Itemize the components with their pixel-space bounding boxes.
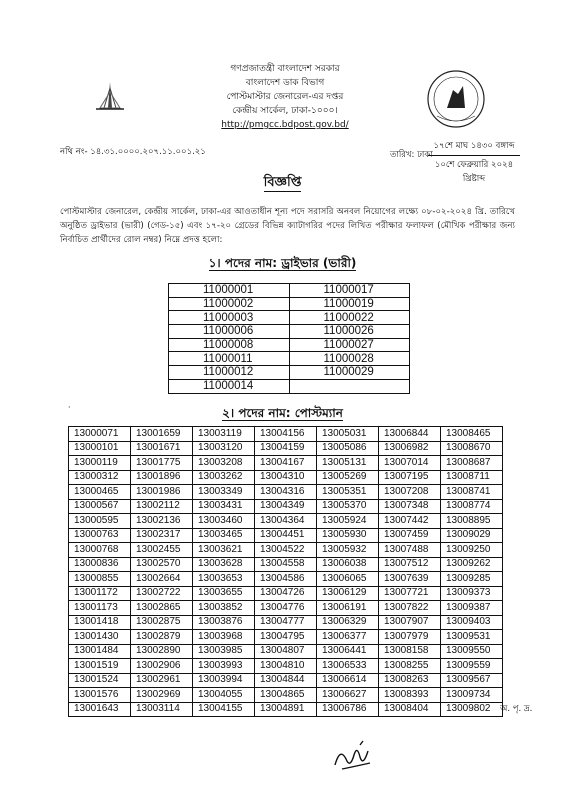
roll-number-cell: 13000763 [69,528,131,543]
roll-number-cell: 13004159 [255,441,317,456]
roll-number-cell: 13003460 [193,514,255,529]
roll-number-cell: 11000014 [169,379,290,393]
date-label: তারিখ: ঢাকা [390,150,433,160]
table-row [69,470,503,485]
roll-number-cell: 13002879 [131,630,193,645]
roll-number-cell: 11000028 [289,352,410,366]
roll-number-cell: 13004844 [255,673,317,688]
table-row [169,325,410,339]
roll-number-cell: 13004364 [255,514,317,529]
office-header [200,62,370,132]
roll-number-cell: 13003431 [193,499,255,514]
roll-number-cell: 13001643 [69,702,131,717]
roll-number-cell: 13001659 [131,427,193,442]
roll-number-cell: 13000119 [69,456,131,471]
roll-number-cell: 13009262 [441,557,503,572]
roll-number-cell: 13007488 [379,543,441,558]
roll-number-cell: 13006627 [317,688,379,703]
roll-number-cell: 11000012 [169,366,290,380]
roll-number-cell: 13001671 [131,441,193,456]
roll-number-cell: 13006614 [317,673,379,688]
table-row [69,441,503,456]
memo-number: নথি নং- ১৪.৩১.০০০০.২০৭.১১.০০১.২১ [60,147,206,157]
roll-number-cell: 13004586 [255,572,317,587]
roll-number-cell: 13000836 [69,557,131,572]
roll-number-cell: 13007459 [379,528,441,543]
roll-number-cell: 13009550 [441,644,503,659]
roll-number-cell: 13007639 [379,572,441,587]
roll-number-cell: 13003985 [193,644,255,659]
roll-number-cell: 13004522 [255,543,317,558]
roll-number-cell: 13005086 [317,441,379,456]
roll-number-cell: 13006533 [317,659,379,674]
roll-number-cell: 13002875 [131,615,193,630]
roll-number-cell: 11000001 [169,284,290,298]
table-row [169,297,410,311]
roll-number-cell: 13002664 [131,572,193,587]
roll-number-cell: 13001418 [69,615,131,630]
table-row [169,352,410,366]
header-website-link[interactable]: http://pmgcc.bdpost.gov.bd/ [221,120,349,130]
table-row [69,586,503,601]
roll-number-cell: 13004167 [255,456,317,471]
table-row [69,557,503,572]
post1-heading [0,255,565,275]
roll-number-cell: 13006377 [317,630,379,645]
roll-number-cell: 13007348 [379,499,441,514]
roll-number-cell: 13004349 [255,499,317,514]
roll-number-cell: 13009531 [441,630,503,645]
roll-number-cell: 11000027 [289,338,410,352]
roll-number-cell: 13007442 [379,514,441,529]
roll-number-cell: 13000071 [69,427,131,442]
roll-number-cell: 13000312 [69,470,131,485]
roll-number-cell: 13002722 [131,586,193,601]
post2-title: ২। পদের নাম: পোস্টম্যান [222,406,343,420]
roll-number-cell: 13004776 [255,601,317,616]
roll-number-cell: 13005370 [317,499,379,514]
roll-number-cell: 13009802 [441,702,503,717]
notice-title [0,173,565,194]
roll-number-cell: 13009285 [441,572,503,587]
table-row [69,673,503,688]
roll-number-cell: 13004726 [255,586,317,601]
roll-number-cell: 13004316 [255,485,317,500]
roll-number-cell: 13003993 [193,659,255,674]
roll-number-cell: 13003653 [193,572,255,587]
roll-number-cell: 13002455 [131,543,193,558]
roll-number-cell: 11000011 [169,352,290,366]
table-row [69,630,503,645]
roll-number-cell: 13005269 [317,470,379,485]
roll-number-cell: 13008465 [441,427,503,442]
roll-number-cell: 13007907 [379,615,441,630]
roll-number-cell: 13003994 [193,673,255,688]
roll-number-cell: 13002570 [131,557,193,572]
roll-number-cell: 13005131 [317,456,379,471]
table-row [69,456,503,471]
table-row [69,601,503,616]
header-line-1: গণপ্রজাতন্ত্রী বাংলাদেশ সরকার [230,64,340,74]
roll-number-cell: 13003120 [193,441,255,456]
roll-number-cell: 13004558 [255,557,317,572]
roll-number-cell: 13004156 [255,427,317,442]
date-divider [428,155,520,156]
margin-mark: · [68,403,71,412]
table-row [169,338,410,352]
roll-number-cell: 13001775 [131,456,193,471]
roll-number-cell: 13000768 [69,543,131,558]
roll-number-cell: 11000008 [169,338,290,352]
roll-number-cell: 13000101 [69,441,131,456]
driver-roll-table [168,283,410,394]
roll-number-cell: 13004865 [255,688,317,703]
roll-number-cell: 13007822 [379,601,441,616]
roll-number-cell: 13005932 [317,543,379,558]
roll-number-cell: 13008741 [441,485,503,500]
roll-number-cell: 13004451 [255,528,317,543]
roll-number-cell: 13009250 [441,543,503,558]
roll-number-cell: 11000026 [289,325,410,339]
roll-number-cell: 13003349 [193,485,255,500]
roll-number-cell: 13007195 [379,470,441,485]
roll-number-cell: 13008895 [441,514,503,529]
roll-number-cell: 13002906 [131,659,193,674]
roll-number-cell: 13003655 [193,586,255,601]
roll-number-cell: 13002317 [131,528,193,543]
roll-number-cell: 13001173 [69,601,131,616]
roll-number-cell: 13004155 [193,702,255,717]
roll-number-cell: 13002890 [131,644,193,659]
table-row [169,366,410,380]
roll-number-cell: 13008711 [441,470,503,485]
roll-number-cell: 13005924 [317,514,379,529]
roll-number-cell: 13002969 [131,688,193,703]
notice-paragraph: পোস্টমাস্টার জেনারেল, কেন্দ্রীয় সার্কেল, ঢাকা-এর আওতাধীন শূন্য পদে সরাসরি অনবল নিয়োগের লক্ষ্যে ০৮-০২-২০২৪ খ্রি. তারিখে অনুষ্ঠিত ড্রাইভার (ভারী) (গেড-১৫) এবং ১৭-২০ গ্রেডের বিভিন্ন ক্যাটাগরির পদের লিখিত পরীক্ষার ফলাফল (মৌখিক পরীক্ষার জন্য নির্বাচিত প্রার্থীদের রোল নম্বর) নিম্নে প্রদত্ত হলো: [60,207,515,245]
roll-number-cell: 13004807 [255,644,317,659]
roll-number-cell: 13001172 [69,586,131,601]
roll-number-cell: 11000002 [169,297,290,311]
roll-number-cell: 13004810 [255,659,317,674]
national-monument-icon [92,78,128,114]
table-row [69,688,503,703]
roll-number-cell: 13004777 [255,615,317,630]
date-bangla: ১৭শে মাঘ ১৪৩০ বঙ্গাব্দ [433,141,515,151]
roll-number-cell: 13009387 [441,601,503,616]
roll-number-cell: 13006786 [317,702,379,717]
roll-number-cell: 13009559 [441,659,503,674]
table-row [69,528,503,543]
roll-number-cell: 13008687 [441,456,503,471]
roll-number-cell: 13004055 [193,688,255,703]
roll-number-cell: 11000019 [289,297,410,311]
roll-number-cell: 13003852 [193,601,255,616]
header-line-3: পোস্টমাস্টার জেনারেল-এর দপ্তর [226,92,344,102]
roll-number-cell: 13008670 [441,441,503,456]
roll-number-cell: 13003876 [193,615,255,630]
table-row [169,311,410,325]
roll-number-cell: 13005930 [317,528,379,543]
roll-number-cell: 13001576 [69,688,131,703]
table-row [169,379,410,393]
roll-number-cell: 13001986 [131,485,193,500]
roll-number-cell: 13004891 [255,702,317,717]
roll-number-cell: 13007721 [379,586,441,601]
roll-number-cell: 13009403 [441,615,503,630]
postal-emblem-icon [425,68,487,130]
roll-number-cell: 13007208 [379,485,441,500]
postman-roll-table [68,426,503,717]
roll-number-cell: 13007512 [379,557,441,572]
roll-number-cell: 13007979 [379,630,441,645]
table-row [69,644,503,659]
continued-note: অ. পৃ. দ্র. [500,704,533,714]
roll-number-cell: 13002961 [131,673,193,688]
roll-number-cell: 13006191 [317,601,379,616]
roll-number-cell: 13003465 [193,528,255,543]
roll-number-cell: 13001519 [69,659,131,674]
roll-number-cell: 13003119 [193,427,255,442]
roll-number-cell: 11000006 [169,325,290,339]
roll-number-cell: 11000017 [289,284,410,298]
table-row [69,615,503,630]
roll-number-cell: 13006129 [317,586,379,601]
roll-number-cell: 13003208 [193,456,255,471]
roll-number-cell: 11000003 [169,311,290,325]
roll-number-cell: 13006065 [317,572,379,587]
roll-number-cell: 13009373 [441,586,503,601]
roll-number-cell [289,379,410,393]
roll-number-cell: 13008263 [379,673,441,688]
date-english: ১০শে ফেব্রুয়ারি ২০২৪ খ্রিষ্টাব্দ [434,160,514,184]
roll-number-cell: 13003114 [131,702,193,717]
roll-number-cell: 13006844 [379,427,441,442]
table-row [69,514,503,529]
roll-number-cell: 13004310 [255,470,317,485]
signature-icon [330,737,375,777]
roll-number-cell: 13000855 [69,572,131,587]
table-row [69,543,503,558]
post2-heading [0,405,565,425]
roll-number-cell: 13001430 [69,630,131,645]
roll-number-cell: 13004795 [255,630,317,645]
roll-number-cell: 13003621 [193,543,255,558]
roll-number-cell: 13002112 [131,499,193,514]
roll-number-cell: 13001896 [131,470,193,485]
header-line-2: বাংলাদেশ ডাক বিভাগ [245,78,325,88]
roll-number-cell: 11000022 [289,311,410,325]
roll-number-cell: 13009029 [441,528,503,543]
table-row [69,572,503,587]
roll-number-cell: 13008255 [379,659,441,674]
table-row [69,659,503,674]
notice-title-text: বিজ্ঞপ্তি [263,175,302,190]
roll-number-cell: 13009567 [441,673,503,688]
roll-number-cell: 13008774 [441,499,503,514]
roll-number-cell: 13008404 [379,702,441,717]
table-row [69,427,503,442]
roll-number-cell: 13008393 [379,688,441,703]
table-row [169,284,410,298]
roll-number-cell: 13003262 [193,470,255,485]
roll-number-cell: 13003968 [193,630,255,645]
roll-number-cell: 13008158 [379,644,441,659]
roll-number-cell: 13000595 [69,514,131,529]
roll-number-cell: 13003628 [193,557,255,572]
roll-number-cell: 13005351 [317,485,379,500]
roll-number-cell: 13000567 [69,499,131,514]
header-line-4: কেন্দ্রীয় সার্কেল, ঢাকা-১০০০। [232,106,338,116]
table-row [69,702,503,717]
table-row [69,499,503,514]
roll-number-cell: 13005031 [317,427,379,442]
roll-number-cell: 13006038 [317,557,379,572]
table-row [69,485,503,500]
roll-number-cell: 13001524 [69,673,131,688]
roll-number-cell: 13006982 [379,441,441,456]
roll-number-cell: 13002865 [131,601,193,616]
roll-number-cell: 11000029 [289,366,410,380]
roll-number-cell: 13007014 [379,456,441,471]
post1-title: ১। পদের নাম: ড্রাইভার (ভারী) [208,256,357,270]
roll-number-cell: 13002136 [131,514,193,529]
roll-number-cell: 13006329 [317,615,379,630]
roll-number-cell: 13000465 [69,485,131,500]
roll-number-cell: 13001484 [69,644,131,659]
roll-number-cell: 13006441 [317,644,379,659]
roll-number-cell: 13009734 [441,688,503,703]
